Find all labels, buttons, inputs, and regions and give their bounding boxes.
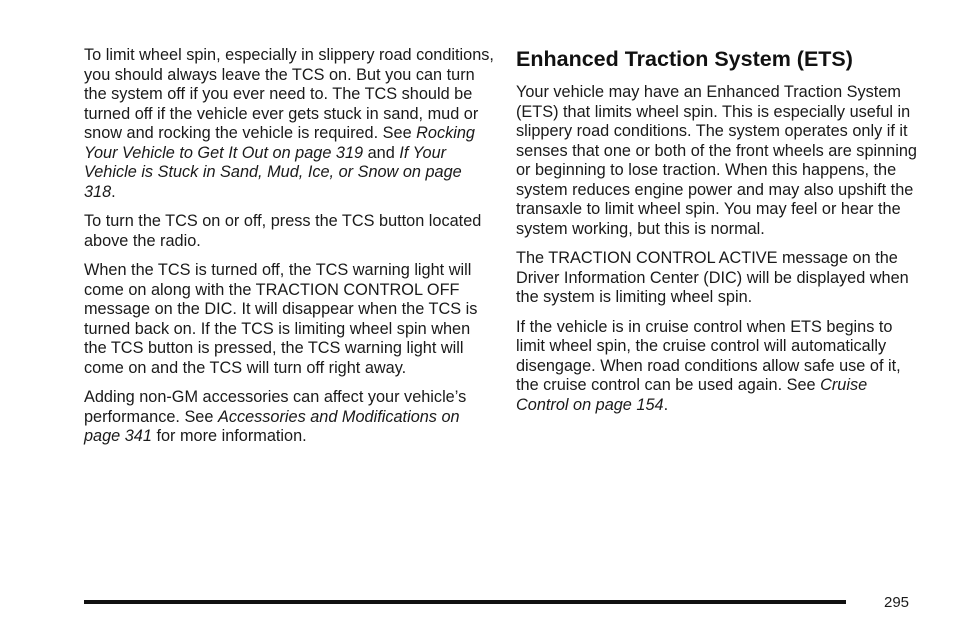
ets-paragraph-1: Your vehicle may have an Enhanced Traction System (ETS) that limits wheel spin. This is especially useful in slippery road conditions. The system operates only if it senses that one or both of the front wheels are spinning or beginning to lose traction. When this happens, the system reduces engine power and may also upshift the transaxle to limit wheel spin. You may feel or hear the system working, but this is normal. [516,83,917,238]
accessories-reference: Accessories and Modifications on page 341 [84,407,460,445]
ets-paragraph-2: The TRACTION CONTROL ACTIVE message on the Driver Information Center (DIC) will be displayed when the system is limiting wheel spin. [516,249,909,306]
cruise-control-reference: Cruise Control on page 154 [516,376,868,414]
stuck-vehicle-reference: If Your Vehicle is Stuck in Sand, Mud, Ice, or Snow on page 318 [84,143,462,201]
ets-p3-text-b: . [663,395,669,414]
tcs-p1-text-a: To limit wheel spin, especially in slippery road conditions, you should always leave the TCS on. But you can turn the system off if you ever need to. The TCS should be turned off if the vehicle ever gets stuck in sand, mud or snow and rocking the vehicle is required. See [84,46,494,142]
tcs-paragraph-1 [84,46,496,202]
tcs-paragraph-4 [84,388,496,447]
footer-rule [84,600,846,604]
section-heading: Enhanced Traction System (ETS) [516,47,853,71]
tcs-p1-text-b: and [363,143,400,162]
right-column [516,46,918,425]
page-number: 295 [884,594,910,611]
rocking-vehicle-reference: Rocking Your Vehicle to Get It Out on page 319 [84,124,475,162]
tcs-paragraph-3: When the TCS is turned off, the TCS warning light will come on along with the TRACTION CONTROL OFF message on the DIC. It will disappear when the TCS is turned back on. If the TCS is limiting wheel spin when the TCS button is pressed, the TCS warning light will come on and the TCS will turn off right away. [84,261,478,377]
left-column [84,46,496,457]
tcs-p4-text-a: Adding non-GM accessories can affect your vehicle’s performance. See [84,388,467,426]
tcs-paragraph-2: To turn the TCS on or off, press the TCS button located above the radio. [84,212,482,250]
tcs-p1-text-c: . [111,182,116,201]
ets-p3-text-a: If the vehicle is in cruise control when ETS begins to limit wheel spin, the cruise control will automatically disengage. When road conditions allow safe use of it, the cruise control can be used again. See [516,317,901,394]
ets-paragraph-3 [516,318,918,416]
tcs-p4-text-b: for more information. [151,427,307,445]
